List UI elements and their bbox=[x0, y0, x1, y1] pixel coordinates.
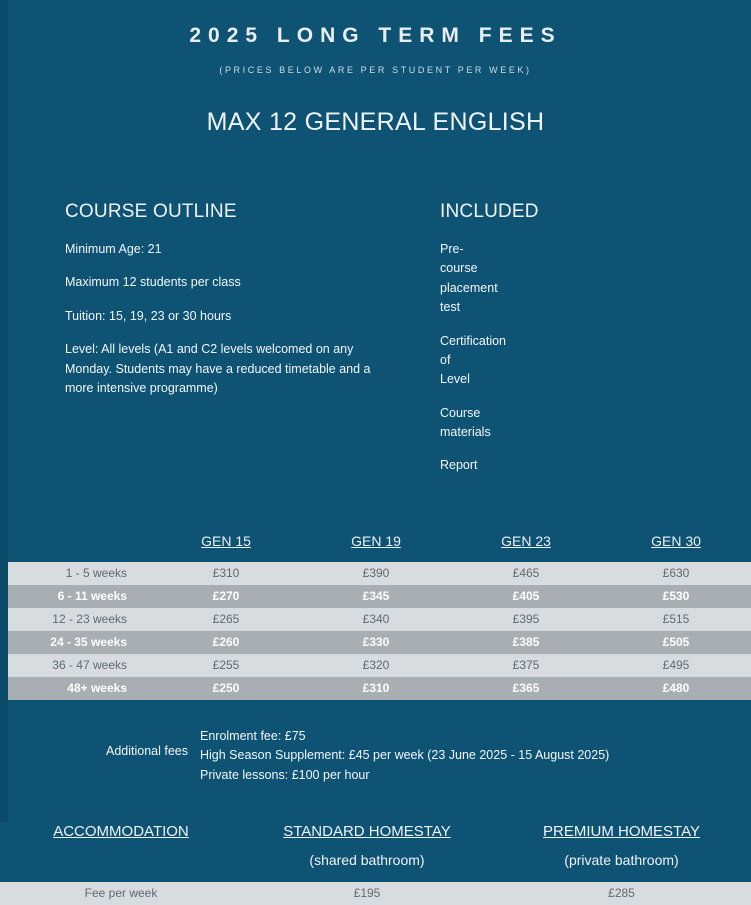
price-cell: £310 bbox=[151, 562, 301, 585]
table-row bbox=[0, 677, 751, 700]
column-header-blank bbox=[0, 532, 151, 562]
accommodation-headings bbox=[0, 823, 751, 840]
column-header-gen30 bbox=[601, 532, 751, 562]
price-cell: £515 bbox=[601, 608, 751, 631]
page-subtitle: (PRICES BELOW ARE PER STUDENT PER WEEK) bbox=[219, 65, 532, 75]
accommodation-subheadings bbox=[0, 852, 751, 868]
row-label: Fee per week bbox=[0, 882, 242, 905]
standard-homestay-heading bbox=[242, 823, 492, 840]
premium-homestay-heading bbox=[492, 823, 751, 840]
accommodation-subheading-blank bbox=[0, 852, 242, 868]
premium-homestay-label: PREMIUM HOMESTAY bbox=[543, 822, 700, 840]
row-label: 6 - 11 weeks bbox=[0, 585, 151, 608]
price-cell: £340 bbox=[301, 608, 451, 631]
page-title: 2025 LONG TERM FEES bbox=[189, 24, 562, 47]
price-cell: £480 bbox=[601, 677, 751, 700]
price-cell: £495 bbox=[601, 654, 751, 677]
standard-homestay-label: STANDARD HOMESTAY bbox=[283, 822, 451, 840]
price-cell: £385 bbox=[451, 631, 601, 654]
course-outline-heading: COURSE OUTLINE bbox=[65, 201, 237, 222]
price-cell: £630 bbox=[601, 562, 751, 585]
course-outline-line: Maximum 12 students per class bbox=[65, 275, 241, 290]
additional-fees-line: Enrolment fee: £75 bbox=[200, 728, 306, 743]
additional-fees-label: Additional fees bbox=[105, 743, 188, 758]
price-cell: £375 bbox=[451, 654, 601, 677]
price-cell: £390 bbox=[301, 562, 451, 585]
price-cell: £505 bbox=[601, 631, 751, 654]
course-title: MAX 12 GENERAL ENGLISH bbox=[206, 108, 545, 136]
price-cell: £395 bbox=[451, 608, 601, 631]
price-cell: £320 bbox=[301, 654, 451, 677]
price-cell: £265 bbox=[151, 608, 301, 631]
price-cell: £195 bbox=[242, 882, 492, 905]
left-edge-band bbox=[0, 0, 8, 822]
included-column: INCLUDED Pre-course placement test Certification of Level Course materials Report bbox=[440, 201, 539, 473]
row-label: 1 - 5 weeks bbox=[0, 562, 151, 585]
price-cell: £260 bbox=[151, 631, 301, 654]
column-header-gen23-label: GEN 23 bbox=[501, 532, 551, 549]
price-table bbox=[0, 532, 751, 700]
column-header-gen30-label: GEN 30 bbox=[651, 532, 701, 549]
table-row bbox=[0, 631, 751, 654]
price-cell: £465 bbox=[451, 562, 601, 585]
table-row bbox=[0, 608, 751, 631]
accommodation-table bbox=[0, 882, 751, 905]
row-label: 36 - 47 weeks bbox=[0, 654, 151, 677]
price-cell: £405 bbox=[451, 585, 601, 608]
row-label: 12 - 23 weeks bbox=[0, 608, 151, 631]
price-cell: £365 bbox=[451, 677, 601, 700]
standard-homestay-subheading: (shared bathroom) bbox=[309, 851, 425, 868]
table-row bbox=[0, 562, 751, 585]
row-label: 24 - 35 weeks bbox=[0, 631, 151, 654]
price-cell: £310 bbox=[301, 677, 451, 700]
premium-homestay-subheading: (private bathroom) bbox=[564, 851, 679, 868]
price-cell: £255 bbox=[151, 654, 301, 677]
accommodation-heading bbox=[0, 823, 242, 840]
price-cell: £285 bbox=[492, 882, 751, 905]
price-cell: £250 bbox=[151, 677, 301, 700]
additional-fees-line: Private lessons: £100 per hour bbox=[200, 767, 370, 782]
column-header-gen19-label: GEN 19 bbox=[351, 532, 401, 549]
additional-fees bbox=[0, 727, 751, 785]
column-header-gen15-label: GEN 15 bbox=[201, 532, 251, 549]
price-table-wrapper bbox=[0, 532, 751, 700]
table-row bbox=[0, 882, 751, 905]
table-row bbox=[0, 585, 751, 608]
column-header-gen19 bbox=[301, 532, 451, 562]
column-header-gen23 bbox=[451, 532, 601, 562]
price-cell: £270 bbox=[151, 585, 301, 608]
accommodation-heading-label: ACCOMMODATION bbox=[53, 822, 189, 840]
row-label: 48+ weeks bbox=[0, 677, 151, 700]
price-cell: £330 bbox=[301, 631, 451, 654]
course-outline-line: Tuition: 15, 19, 23 or 30 hours bbox=[65, 308, 232, 323]
additional-fees-body bbox=[200, 727, 609, 785]
course-outline-line: Level: All levels (A1 and C2 levels welcomed on any Monday. Students may have a reduced timetable and a more intensive programme) bbox=[65, 342, 371, 395]
column-header-gen15 bbox=[151, 532, 301, 562]
table-row bbox=[0, 654, 751, 677]
additional-fees-line: High Season Supplement: £45 per week (23 June 2025 - 15 August 2025) bbox=[200, 748, 610, 763]
price-cell: £530 bbox=[601, 585, 751, 608]
table-header-row bbox=[0, 532, 751, 562]
info-columns bbox=[0, 137, 751, 490]
course-outline-line: Minimum Age: 21 bbox=[65, 242, 162, 256]
price-cell: £345 bbox=[301, 585, 451, 608]
